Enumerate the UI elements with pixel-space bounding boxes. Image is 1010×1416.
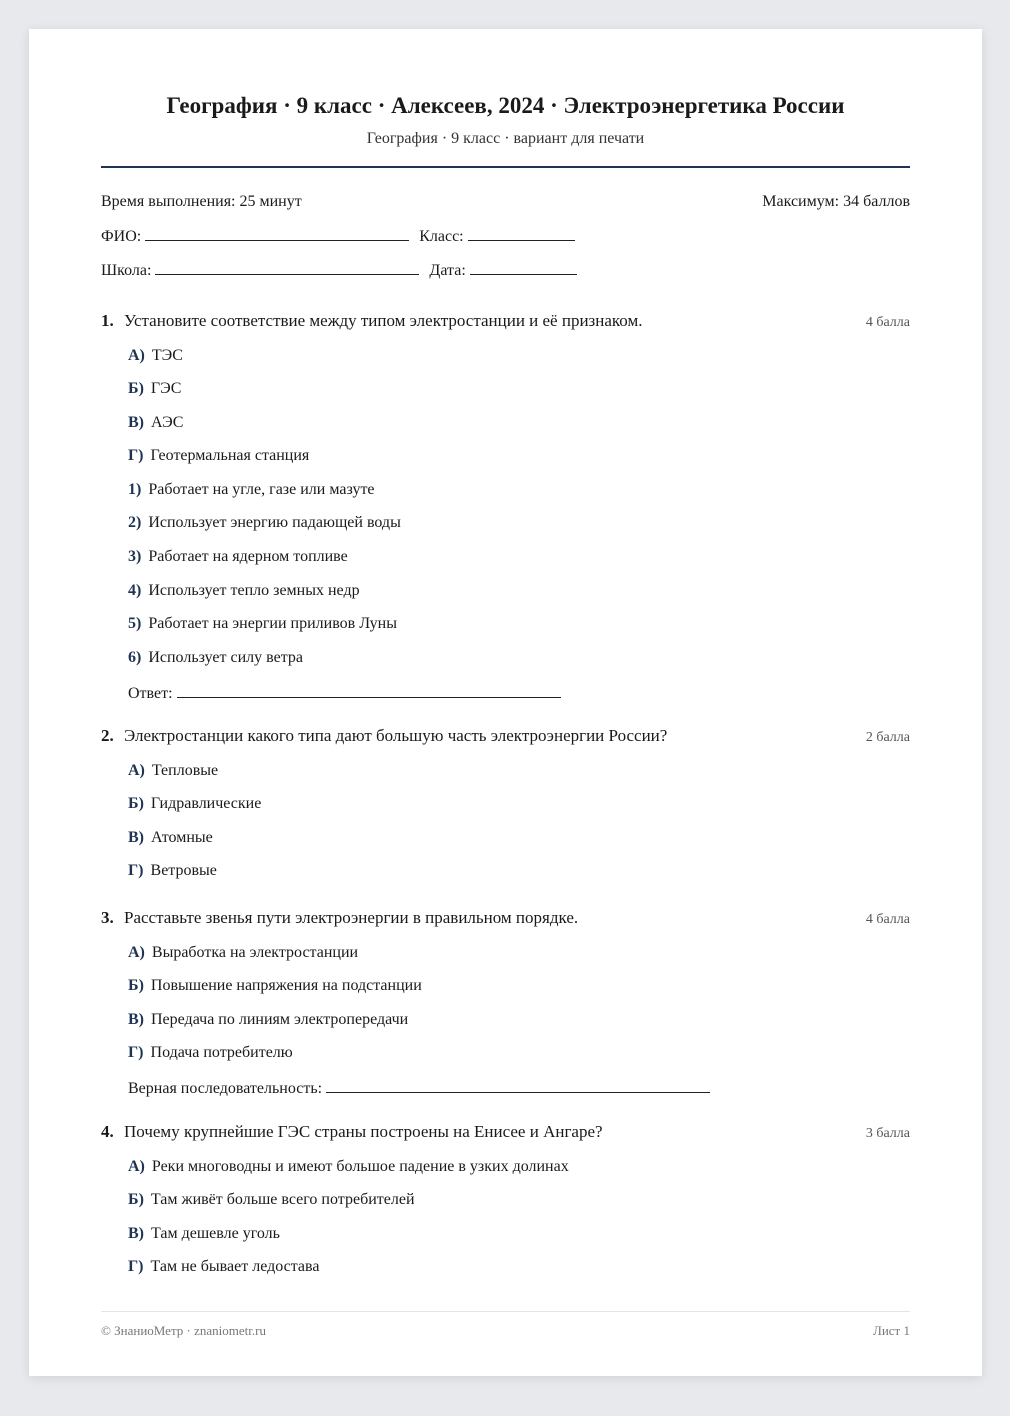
question-points: 2 балла xyxy=(865,730,910,745)
option-a[interactable]: А) ТЭС xyxy=(128,347,183,364)
question-number: 1. xyxy=(101,311,114,330)
option-g[interactable]: Г) Ветровые xyxy=(128,862,217,879)
match-2[interactable]: 2) Использует энергию падающей воды xyxy=(128,514,401,531)
page-subtitle: География · 9 класс · вариант для печати xyxy=(366,130,645,147)
fio-label: ФИО: xyxy=(101,228,142,245)
class-field[interactable] xyxy=(468,226,575,241)
match-5[interactable]: 5) Работает на энергии приливов Луны xyxy=(128,615,397,632)
question-number: 3. xyxy=(101,908,114,927)
option-g[interactable]: Г) Геотермальная станция xyxy=(128,447,310,464)
school-row xyxy=(101,260,910,280)
option-v[interactable]: В) АЭС xyxy=(128,414,184,431)
option-g[interactable]: Г) Там не бывает ледостава xyxy=(128,1258,320,1275)
question-4 xyxy=(101,1122,910,1275)
question-text: Электростанции какого типа дают большую часть электроэнергии России? xyxy=(124,726,668,745)
match-4[interactable]: 4) Использует тепло земных недр xyxy=(128,582,360,599)
answer-row xyxy=(128,1078,720,1098)
class-label: Класс: xyxy=(419,228,464,245)
question-points: 4 балла xyxy=(865,912,910,927)
page-title: География · 9 класс · Алексеев, 2024 · Электроэнергетика России xyxy=(166,93,845,118)
footer-copyright: © ЗнаниоМетр · znaniometr.ru xyxy=(101,1323,266,1338)
school-field[interactable] xyxy=(155,260,419,275)
option-b[interactable]: Б) Там живёт больше всего потребителей xyxy=(128,1191,415,1208)
option-g[interactable]: Г) Подача потребителю xyxy=(128,1044,293,1061)
question-3 xyxy=(101,908,910,1097)
question-number: 4. xyxy=(101,1122,114,1141)
max-score: Максимум: 34 баллов xyxy=(762,193,910,210)
time-limit: Время выполнения: 25 минут xyxy=(101,193,302,210)
footer-divider xyxy=(101,1311,910,1312)
option-v[interactable]: В) Там дешевле уголь xyxy=(128,1225,280,1242)
option-v[interactable]: В) Передача по линиям электропередачи xyxy=(128,1011,409,1028)
answer-label: Ответ: xyxy=(128,685,173,702)
question-text: Расставьте звенья пути электроэнергии в правильном порядке. xyxy=(124,908,579,927)
footer xyxy=(101,1323,910,1339)
option-b[interactable]: Б) ГЭС xyxy=(128,380,182,397)
option-v[interactable]: В) Атомные xyxy=(128,829,213,846)
header-divider xyxy=(101,166,910,168)
question-points: 4 балла xyxy=(865,315,910,330)
date-label: Дата: xyxy=(429,262,466,279)
match-1[interactable]: 1) Работает на угле, газе или мазуте xyxy=(128,481,375,498)
question-text: Почему крупнейшие ГЭС страны построены на Енисее и Ангаре? xyxy=(124,1122,603,1141)
school-label: Школа: xyxy=(101,262,152,279)
question-2 xyxy=(101,726,910,879)
question-1 xyxy=(101,311,910,702)
date-field[interactable] xyxy=(470,260,577,275)
question-number: 2. xyxy=(101,726,114,745)
option-a[interactable]: А) Реки многоводны и имеют большое падение в узких долинах xyxy=(128,1158,569,1175)
answer-field[interactable] xyxy=(177,683,561,698)
answer-field[interactable] xyxy=(326,1078,710,1093)
fio-field[interactable] xyxy=(145,226,409,241)
option-b[interactable]: Б) Повышение напряжения на подстанции xyxy=(128,977,422,994)
worksheet-page xyxy=(29,29,982,1376)
question-points: 3 балла xyxy=(865,1126,910,1141)
option-b[interactable]: Б) Гидравлические xyxy=(128,795,262,812)
meta-row xyxy=(101,193,910,211)
answer-row xyxy=(128,683,571,703)
option-a[interactable]: А) Выработка на электростанции xyxy=(128,944,359,961)
match-6[interactable]: 6) Использует силу ветра xyxy=(128,649,303,666)
page-number: Лист 1 xyxy=(873,1323,910,1338)
question-text: Установите соответствие между типом электростанции и её признаком. xyxy=(124,311,643,330)
answer-label: Верная последовательность: xyxy=(128,1080,323,1097)
student-row xyxy=(101,226,910,246)
option-a[interactable]: А) Тепловые xyxy=(128,762,219,779)
match-3[interactable]: 3) Работает на ядерном топливе xyxy=(128,548,348,565)
